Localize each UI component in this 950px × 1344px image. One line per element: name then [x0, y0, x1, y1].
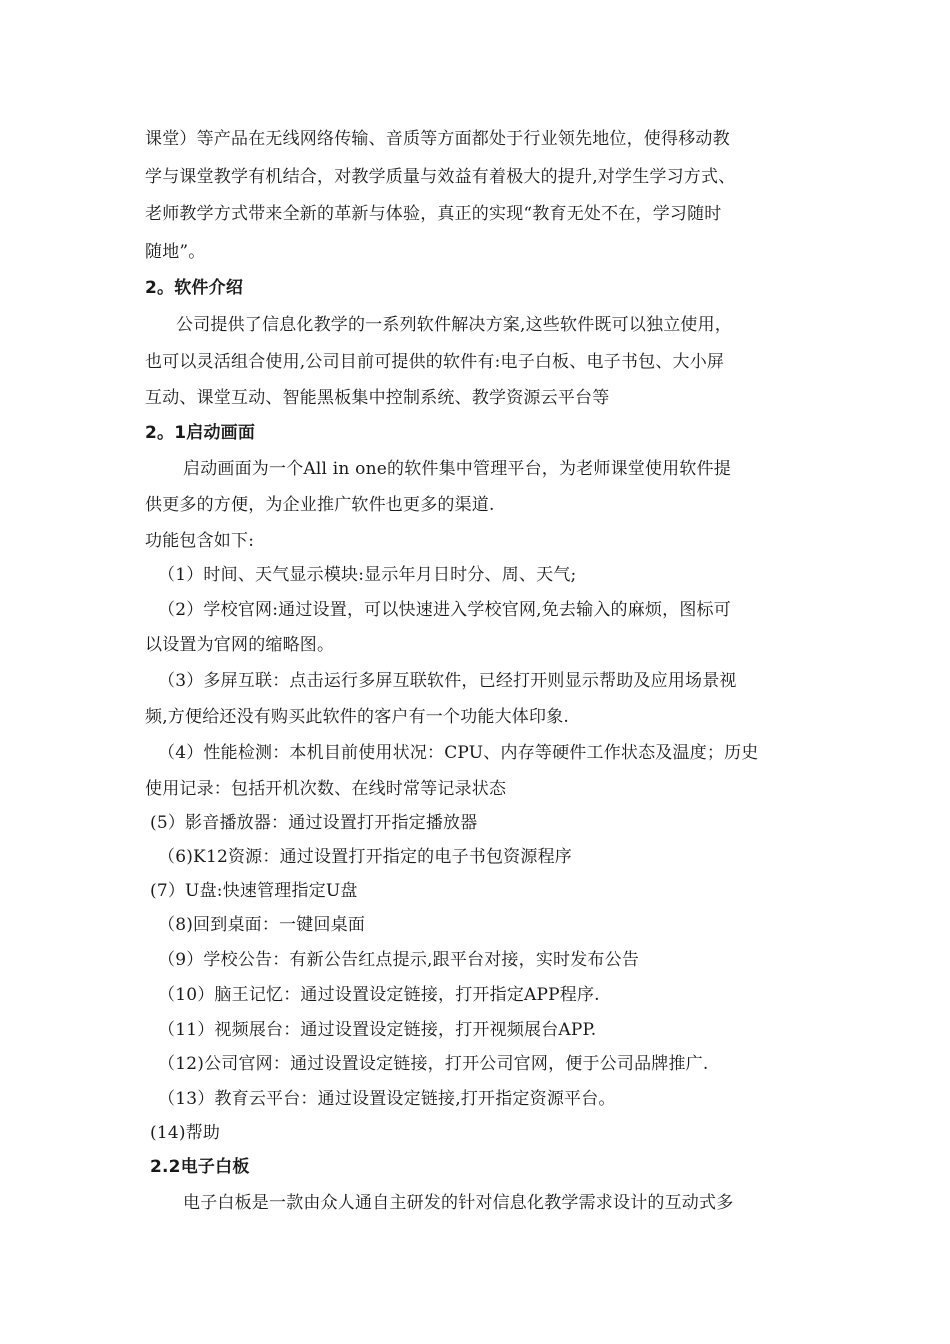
paragraph-line: 学与课堂教学有机结合，对教学质量与效益有着极大的提升,对学生学习方式、	[145, 167, 736, 187]
paragraph-line: 随地”。	[145, 242, 206, 262]
list-item: （12)公司官网：通过设置设定链接，打开公司官网，便于公司品牌推广.	[158, 1054, 709, 1074]
paragraph-line: 公司提供了信息化教学的一系列软件解决方案,这些软件既可以独立使用，	[176, 315, 733, 335]
list-item: （9）学校公告：有新公告红点提示,跟平台对接，实时发布公告	[158, 950, 640, 970]
paragraph-line: 老师教学方式带来全新的革新与体验，真正的实现“教育无处不在，学习随时	[145, 204, 722, 224]
section-heading: 2。1启动画面	[145, 423, 256, 443]
paragraph-line: 电子白板是一款由众人通自主研发的针对信息化教学需求设计的互动式多	[183, 1193, 734, 1213]
paragraph-line: 功能包含如下:	[145, 531, 255, 551]
paragraph-line: 课堂）等产品在无线网络传输、音质等方面都处于行业领先地位，使得移动教	[145, 129, 730, 149]
list-item: （4）性能检测：本机目前使用状况：CPU、内存等硬件工作状态及温度；历史	[158, 743, 759, 763]
list-item: (7）U盘:快速管理指定U盘	[150, 881, 358, 901]
list-item: 使用记录：包括开机次数、在线时常等记录状态	[145, 779, 507, 799]
list-item: （8)回到桌面：一键回桌面	[158, 915, 366, 935]
paragraph-line: 互动、课堂互动、智能黑板集中控制系统、教学资源云平台等	[145, 388, 610, 408]
list-item: (5）影音播放器：通过设置打开指定播放器	[150, 813, 478, 833]
list-item: (14)帮助	[150, 1123, 221, 1143]
list-item: 频,方便给还没有购买此软件的客户有一个功能大体印象.	[145, 707, 570, 727]
list-item: （3）多屏互联：点击运行多屏互联软件，已经打开则显示帮助及应用场景视	[158, 671, 737, 691]
list-item: （6)K12资源：通过设置打开指定的电子书包资源程序	[158, 847, 572, 867]
list-item: （13）教育云平台：通过设置设定链接,打开指定资源平台。	[158, 1089, 616, 1109]
list-item: （11）视频展台：通过设置设定链接，打开视频展台APP.	[158, 1020, 597, 1040]
list-item: （10）脑王记忆：通过设置设定链接，打开指定APP程序.	[158, 985, 600, 1005]
section-heading: 2.2电子白板	[150, 1157, 250, 1177]
paragraph-line: 启动画面为一个All in one的软件集中管理平台，为老师课堂使用软件提	[183, 459, 731, 479]
list-item: 以设置为官网的缩略图。	[145, 635, 335, 655]
paragraph-line: 也可以灵活组合使用,公司目前可提供的软件有:电子白板、电子书包、大小屏	[145, 352, 725, 372]
list-item: （1）时间、天气显示模块:显示年月日时分、周、天气;	[158, 565, 577, 585]
paragraph-line: 供更多的方便，为企业推广软件也更多的渠道.	[145, 495, 495, 515]
list-item: （2）学校官网:通过设置，可以快速进入学校官网,免去输入的麻烦，图标可	[158, 600, 731, 620]
section-heading: 2。软件介绍	[145, 278, 244, 298]
